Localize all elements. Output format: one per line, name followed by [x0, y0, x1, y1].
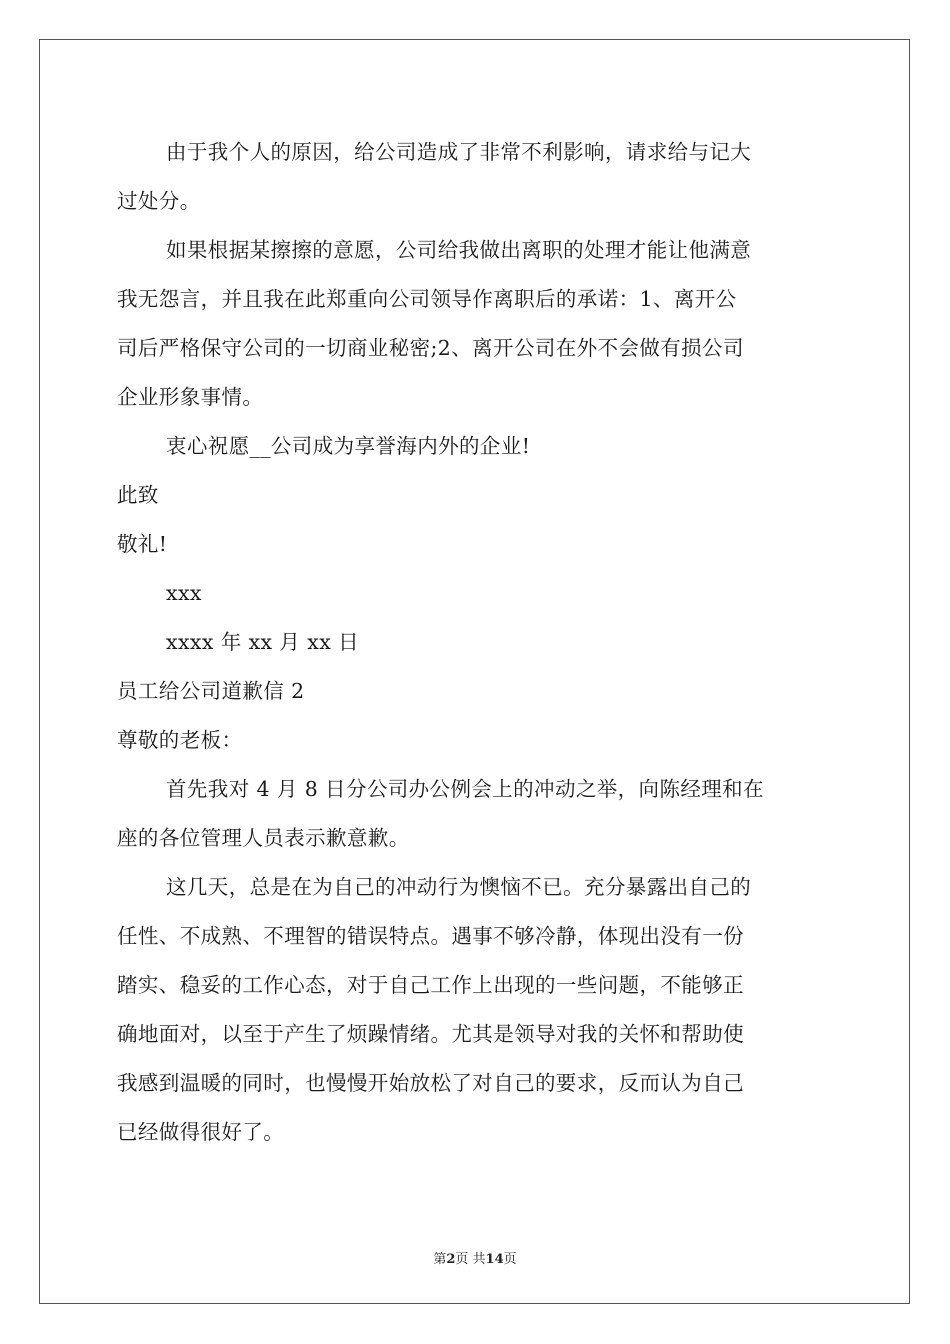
text-line: 由于我个人的原因，给公司造成了非常不利影响，请求给与记大: [166, 140, 752, 164]
text-line: 首先我对 4 月 8 日分公司办公例会上的冲动之举，向陈经理和在: [166, 777, 764, 801]
text-line: 敬礼!: [117, 532, 168, 556]
text-line: 此致: [117, 483, 159, 507]
footer-current-page: 2: [446, 1252, 456, 1267]
page-footer: [0, 1248, 950, 1267]
paragraph: [117, 863, 835, 1157]
paragraph: [117, 716, 835, 765]
text-line: 员工给公司道歉信 2: [117, 679, 305, 703]
footer-prefix: 第: [433, 1252, 447, 1267]
text-line: xxxx 年 xx 月 xx 日: [166, 630, 359, 654]
text-line: 过处分。: [117, 189, 201, 213]
text-line: 已经做得很好了。: [117, 1120, 285, 1144]
text-line: 尊敬的老板：: [117, 728, 243, 752]
footer-suffix: 页: [503, 1252, 517, 1267]
text-line: 踏实、稳妥的工作心态，对于自己工作上出现的一些问题，不能够正: [117, 973, 744, 997]
text-line: 确地面对，以至于产生了烦躁情绪。尤其是领导对我的关怀和帮助使: [117, 1022, 744, 1046]
text-line: 这几天，总是在为自己的冲动行为懊恼不已。充分暴露出自己的: [166, 875, 752, 899]
paragraph: [117, 226, 835, 422]
text-line: xxx: [166, 581, 202, 605]
text-line: 司后严格保守公司的一切商业秘密;2、离开公司在外不会做有损公司: [117, 336, 744, 360]
text-line: 衷心祝愿__公司成为享誉海内外的企业!: [166, 434, 531, 458]
paragraph: [117, 765, 835, 863]
text-line: 座的各位管理人员表示歉意歉。: [117, 826, 410, 850]
text-line: 我感到温暖的同时，也慢慢开始放松了对自己的要求，反而认为自己: [117, 1071, 744, 1095]
text-line: 如果根据某擦擦的意愿，公司给我做出离职的处理才能让他满意: [166, 238, 752, 262]
paragraph: [117, 128, 835, 226]
footer-total-pages: 14: [485, 1252, 504, 1267]
text-line: 任性、不成熟、不理智的错误特点。遇事不够冷静，体现出没有一份: [117, 924, 744, 948]
paragraph: [117, 422, 835, 471]
paragraph: [117, 471, 835, 520]
paragraph: [117, 618, 835, 667]
paragraph: [117, 569, 835, 618]
paragraph: [117, 667, 835, 716]
paragraph: [117, 520, 835, 569]
text-line: 我无怨言，并且我在此郑重向公司领导作离职后的承诺：1、离开公: [117, 287, 737, 311]
text-line: 企业形象事情。: [117, 385, 264, 409]
footer-middle: 页 共: [455, 1252, 486, 1267]
document-body: [117, 128, 835, 1157]
